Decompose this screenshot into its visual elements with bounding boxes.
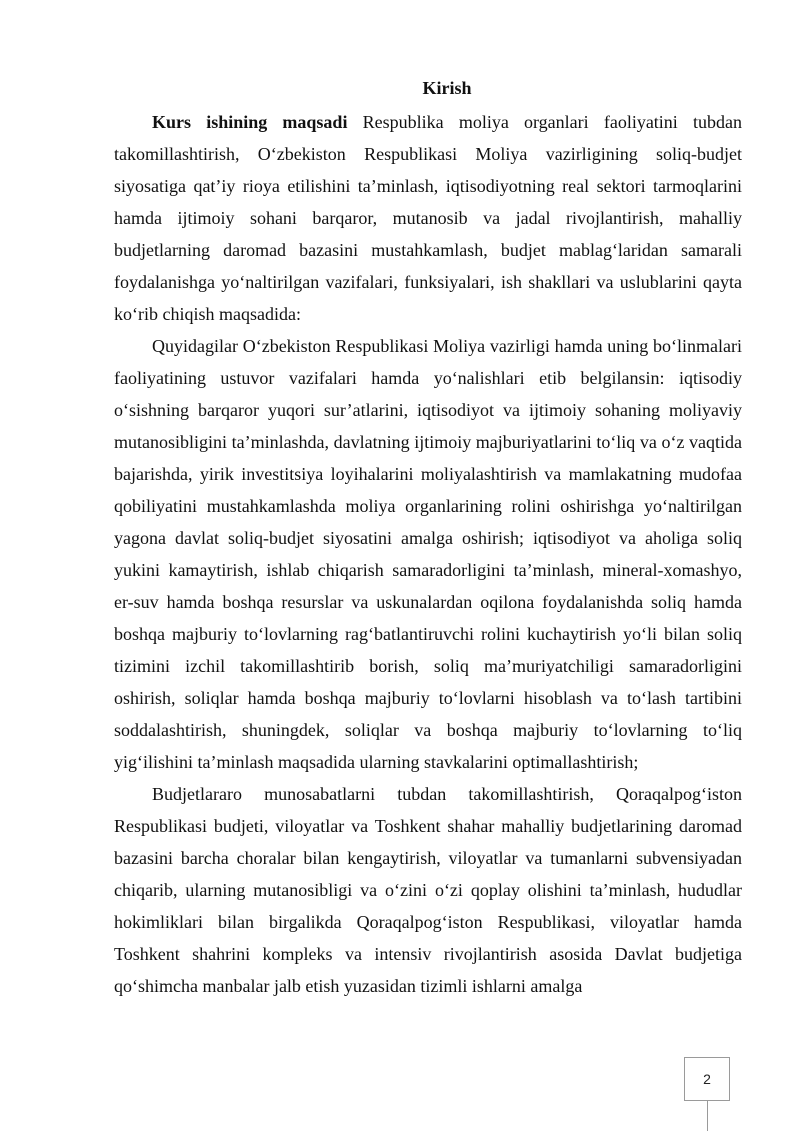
paragraph-1 xyxy=(114,106,742,330)
paragraph-3: Budjetlararo munosabatlarni tubdan takomillashtirish, Qoraqalpog‘iston Respublikasi budjeti, viloyatlar va Toshkent shahar mahalliy budjetlarining daromad bazasini barcha choralar bilan kengaytirish, viloyatlar va tumanlarni subvensiyadan chiqarib, ularning mutanosibligi va o‘zini o‘zi qoplay olishini ta’minlash, hududlar hokimliklari bilan birgalikda Qoraqalpog‘iston Respublikasi, viloyatlar hamda Toshkent shahrini kompleks va intensiv rivojlantirish asosida Davlat budjetiga qo‘shimcha manbalar jalb etish yuzasidan tizimli ishlarni amalga xyxy=(114,784,742,996)
page-number-divider xyxy=(707,1101,708,1131)
page-title: Kirish xyxy=(422,78,472,98)
document-body xyxy=(114,106,742,1002)
paragraph-2: Quyidagilar O‘zbekiston Respublikasi Moliya vazirligi hamda uning bo‘linmalari faoliyatining ustuvor vazifalari hamda yo‘nalishlari etib belgilansin: iqtisodiy o‘sishning barqaror yuqori sur’atlarini, iqtisodiyot va ijtimoiy sohaning moliyaviy mutanosibligini ta’minlashda, davlatning ijtimoiy majburiyatlarini to‘liq va o‘z vaqtida bajarishda, yirik investitsiya loyihalarini moliyalashtirish va mamlakatning mudofaa qobiliyatini mustahkamlashda moliya organlarining rolini oshirishga yo‘naltirilgan yagona davlat soliq-budjet siyosatini amalga oshirish; iqtisodiyot va aholiga soliq yukini kamaytirish, ishlab chiqarish samaradorligini ta’minlash, mineral-xomashyo, er-suv hamda boshqa resurslar va uskunalardan oqilona foydalanishda soliq hamda boshqa majburiy to‘lovlarning rag‘batlantiruvchi rolini kuchaytirish yo‘li bilan soliq tizimini izchil takomillashtirib borish, soliq ma’muriyatchiligi samaradorligini oshirish, soliqlar hamda boshqa majburiy to‘lovlarni hisoblash va to‘lash tartibini soddalashtirish, shuningdek, soliqlar va boshqa majburiy to‘lovlarning to‘liq yig‘ilishini ta’minlash maqsadida ularning stavkalarini optimallashtirish; xyxy=(114,336,742,772)
page-number: 2 xyxy=(684,1057,730,1101)
lead-phrase: Kurs ishining maqsadi xyxy=(152,112,348,132)
paragraph-text: Respublika moliya organlari faoliyatini tubdan takomillashtirish, O‘zbekiston Respublikasi Moliya vazirligining soliq-budjet siyosatiga qat’iy rioya etilishini ta’minlash, iqtisodiyotning real sektori tarmoqlarini hamda ijtimoiy sohani barqaror, mutanosib va jadal rivojlantirish, mahalliy budjetlarning daromad bazasini mustahkamlash, budjet mablag‘laridan samarali foydalanishga yo‘naltirilgan vazifalari, funksiyalari, ish shakllari va uslublarini qayta ko‘rib chiqish maqsadida: xyxy=(114,112,742,324)
